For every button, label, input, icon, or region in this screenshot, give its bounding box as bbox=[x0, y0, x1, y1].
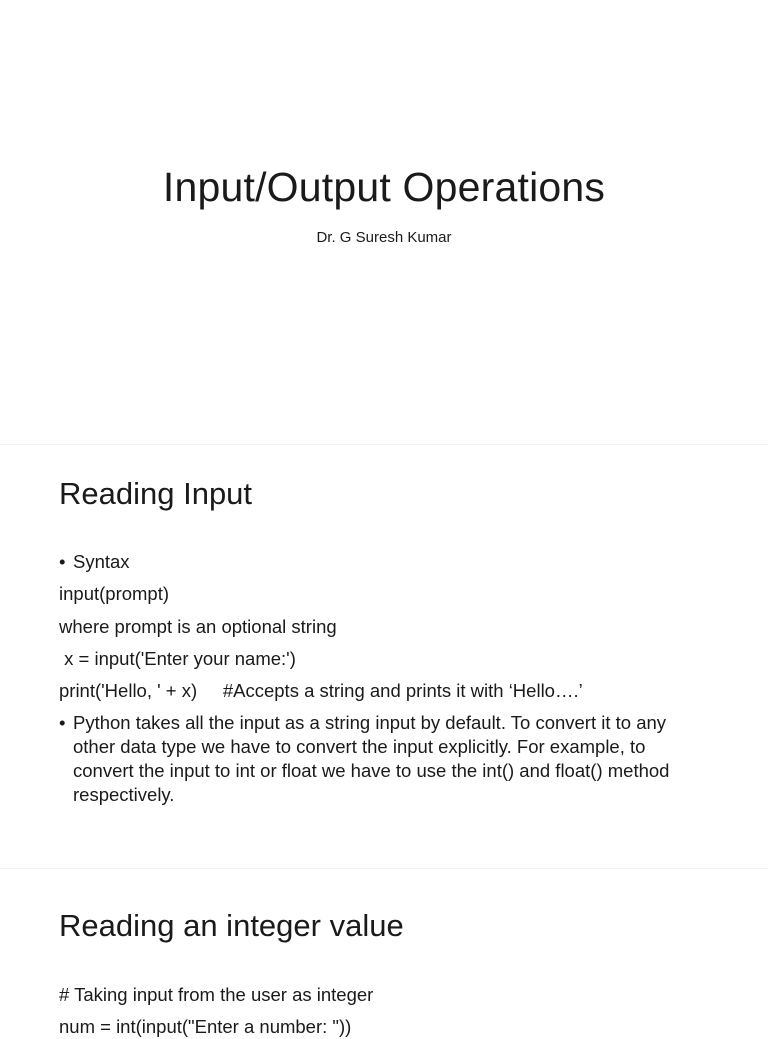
code-comment-line: # Taking input from the user as integer bbox=[59, 984, 374, 1005]
code-line-int-input: num = int(input("Enter a number: ")) bbox=[59, 1016, 352, 1037]
slide-divider bbox=[0, 868, 768, 869]
slide-reading-input bbox=[0, 456, 768, 856]
explanation-text: Python takes all the input as a string input by default. To convert it to any other data type we have to convert the input explicitly. For example, to convert the input to int or float we have to use the int() and float() method respectively. bbox=[73, 712, 670, 805]
syntax-bullet bbox=[59, 550, 130, 574]
slide-divider bbox=[0, 444, 768, 445]
slide-heading: Reading an integer value bbox=[59, 908, 404, 943]
slide-reading-integer bbox=[0, 880, 768, 1037]
title-slide bbox=[0, 0, 768, 432]
code-line-print-hello: print('Hello, ' + x) #Accepts a string and prints it with ‘Hello….’ bbox=[59, 680, 583, 701]
text-line-prompt-desc: where prompt is an optional string bbox=[59, 616, 337, 637]
code-line-input-prompt: input(prompt) bbox=[59, 583, 170, 604]
explanation-bullet bbox=[59, 711, 709, 807]
bullet-icon: • bbox=[59, 551, 66, 572]
syntax-label: Syntax bbox=[73, 551, 130, 572]
slide-heading: Reading Input bbox=[59, 476, 253, 511]
bullet-icon: • bbox=[59, 712, 66, 733]
presentation-author: Dr. G Suresh Kumar bbox=[316, 229, 452, 246]
presentation-title: Input/Output Operations bbox=[162, 164, 606, 210]
code-line-x-input: x = input('Enter your name:') bbox=[59, 648, 296, 669]
